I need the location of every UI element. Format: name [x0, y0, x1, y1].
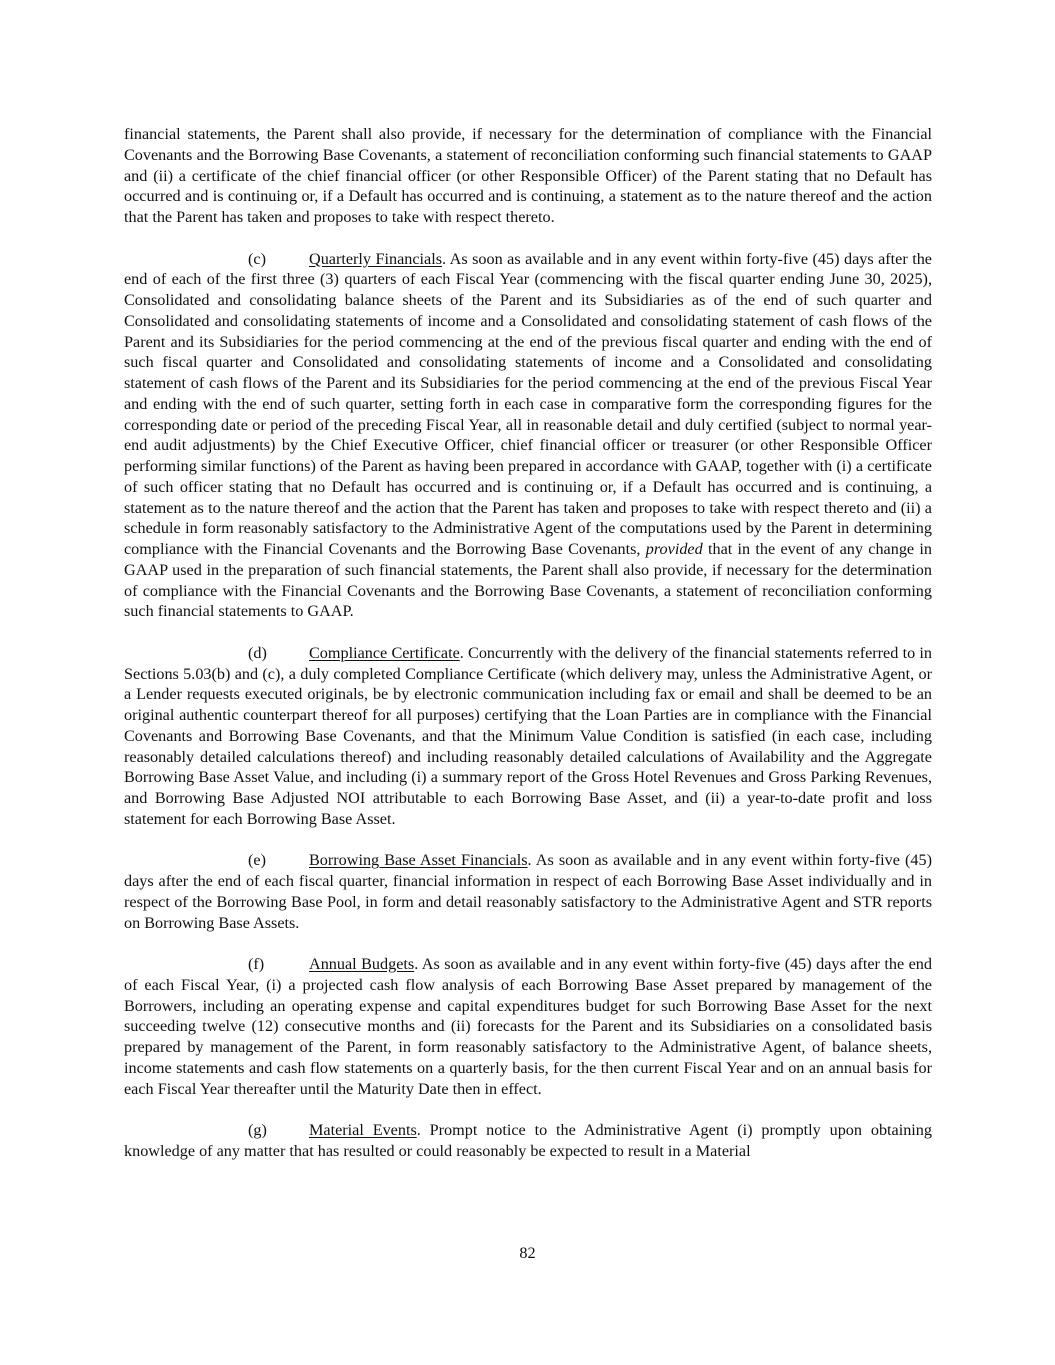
section-marker: (f) — [248, 955, 265, 973]
paragraph-text: . Concurrently with the delivery of the financial statements referred to in Sections 5.03(b) and (c), a duly completed Compliance Certificate (which delivery may, unless the Administrative Agent, or a Lender requests executed originals, be by electronic communication including fax or email and shall be deemed to be an original authentic counterpart thereof for all purposes) certifying that the Loan Parties are in compliance with the Financial Covenants and Borrowing Base Covenants, and that the Minimum Value Condition is satisfied (in each case, including reasonably detailed calculations thereof) and including reasonably detailed calculations of Availability and the Aggregate Borrowing Base Asset Value, and including (i) a summary report of the Gross Hotel Revenues and Gross Parking Revenues, and Borrowing Base Adjusted NOI attributable to each Borrowing Base Asset, and (ii) a year-to-date profit and loss statement for each Borrowing Base Asset. — [124, 643, 932, 828]
section-marker: (c) — [248, 249, 266, 268]
paragraph-text: financial statements, the Parent shall also provide, if necessary for the determination of compliance with the Financial Covenants and the Borrowing Base Covenants, a statement of reconciliation conforming such financial statements to GAAP and (ii) a certificate of the chief financial officer (or other Responsible Officer) of the Parent stating that no Default has occurred and is continuing or, if a Default has occurred and is continuing, a statement as to the nature thereof and the action that the Parent has taken and proposes to take with respect thereto. — [124, 125, 932, 226]
section-c-quarterly-financials — [124, 249, 932, 623]
section-heading: Quarterly Financials — [309, 249, 443, 268]
paragraph-text: . As soon as available and in any event within forty-five (45) days after the end of each fiscal quarter, financial information in respect of each Borrowing Base Asset individually and in respect of the Borrowing Base Pool, in form and detail reasonably satisfactory to the Administrative Agent and STR reports on Borrowing Base Assets. — [124, 851, 932, 932]
document-body — [124, 124, 932, 1182]
section-marker: (e) — [248, 851, 266, 870]
section-heading: Borrowing Base Asset Financials — [309, 851, 528, 870]
section-marker: (g) — [248, 1121, 267, 1139]
section-marker: (d) — [248, 643, 267, 662]
paragraph-text: . As soon as available and in any event within forty-five (45) days after the end of each Fiscal Year, (i) a projected cash flow analysis of each Borrowing Base Asset prepared by management of the Borrowers, including an operating expense and capital expenditures budget for such Borrowing Base Asset for the next succeeding twelve (12) consecutive months and (ii) forecasts for the Parent and its Subsidiaries on a consolidated basis prepared by management of the Parent, in form reasonably satisfactory to the Administrative Agent, of balance sheets, income statements and cash flow statements on a quarterly basis, for the then current Fiscal Year and on an annual basis for each Fiscal Year thereafter until the Maturity Date then in effect. — [124, 955, 932, 1098]
italic-term: provided — [645, 540, 703, 558]
section-heading: Annual Budgets — [309, 955, 415, 973]
section-heading: Material Events — [309, 1121, 417, 1139]
page-number: 82 — [519, 1244, 536, 1262]
paragraph-text: that in the event of any change in GAAP used in the preparation of such financial statements, the Parent shall also provide, if necessary for the determination of compliance with the Financial Covenants and the Borrowing Base Covenants, a statement of reconciliation conforming such financial statements to GAAP. — [124, 540, 932, 621]
section-heading: Compliance Certificate — [309, 643, 460, 662]
section-e-borrowing-base-asset-financials — [124, 850, 932, 933]
paragraph-text: . Prompt notice to the Administrative Agent (i) promptly upon obtaining knowledge of any matter that has resulted or could reasonably be expected to result in a Material — [124, 1121, 932, 1160]
section-d-compliance-certificate — [124, 643, 932, 830]
paragraph-text: . As soon as available and in any event within forty-five (45) days after the end of each of the first three (3) quarters of each Fiscal Year (commencing with the fiscal quarter ending June 30, 2025), Consolidated and consolidating balance sheets of the Parent and its Subsidiaries as of the end of such quarter and Consolidated and consolidating statements of income and a Consolidated and consolidating statement of cash flows of the Parent and its Subsidiaries for the period commencing at the end of the previous fiscal quarter and ending with the end of such fiscal quarter and Consolidated and consolidating statements of income and a Consolidated and consolidating statement of cash flows of the Parent and its Subsidiaries for the period commencing at the end of the previous Fiscal Year and ending with the end of such quarter, setting forth in each case in comparative form the corresponding figures for the corresponding date or period of the preceding Fiscal Year, all in reasonable detail and duly certified (subject to normal year-end audit adjustments) by the Chief Executive Officer, chief financial officer or treasurer (or other Responsible Officer performing similar functions) of the Parent as having been prepared in accordance with GAAP, together with (i) a certificate of such officer stating that no Default has occurred and is continuing or, if a Default has occurred and is continuing, a statement as to the nature thereof and the action that the Parent has taken and proposes to take with respect thereto and (ii) a schedule in form reasonably satisfactory to the Administrative Agent of the computations used by the Parent in determining compliance with the Financial Covenants and the Borrowing Base Covenants, — [124, 249, 932, 558]
section-f-annual-budgets — [124, 954, 932, 1099]
section-g-material-events — [124, 1120, 932, 1162]
paragraph-continuation — [124, 124, 932, 228]
